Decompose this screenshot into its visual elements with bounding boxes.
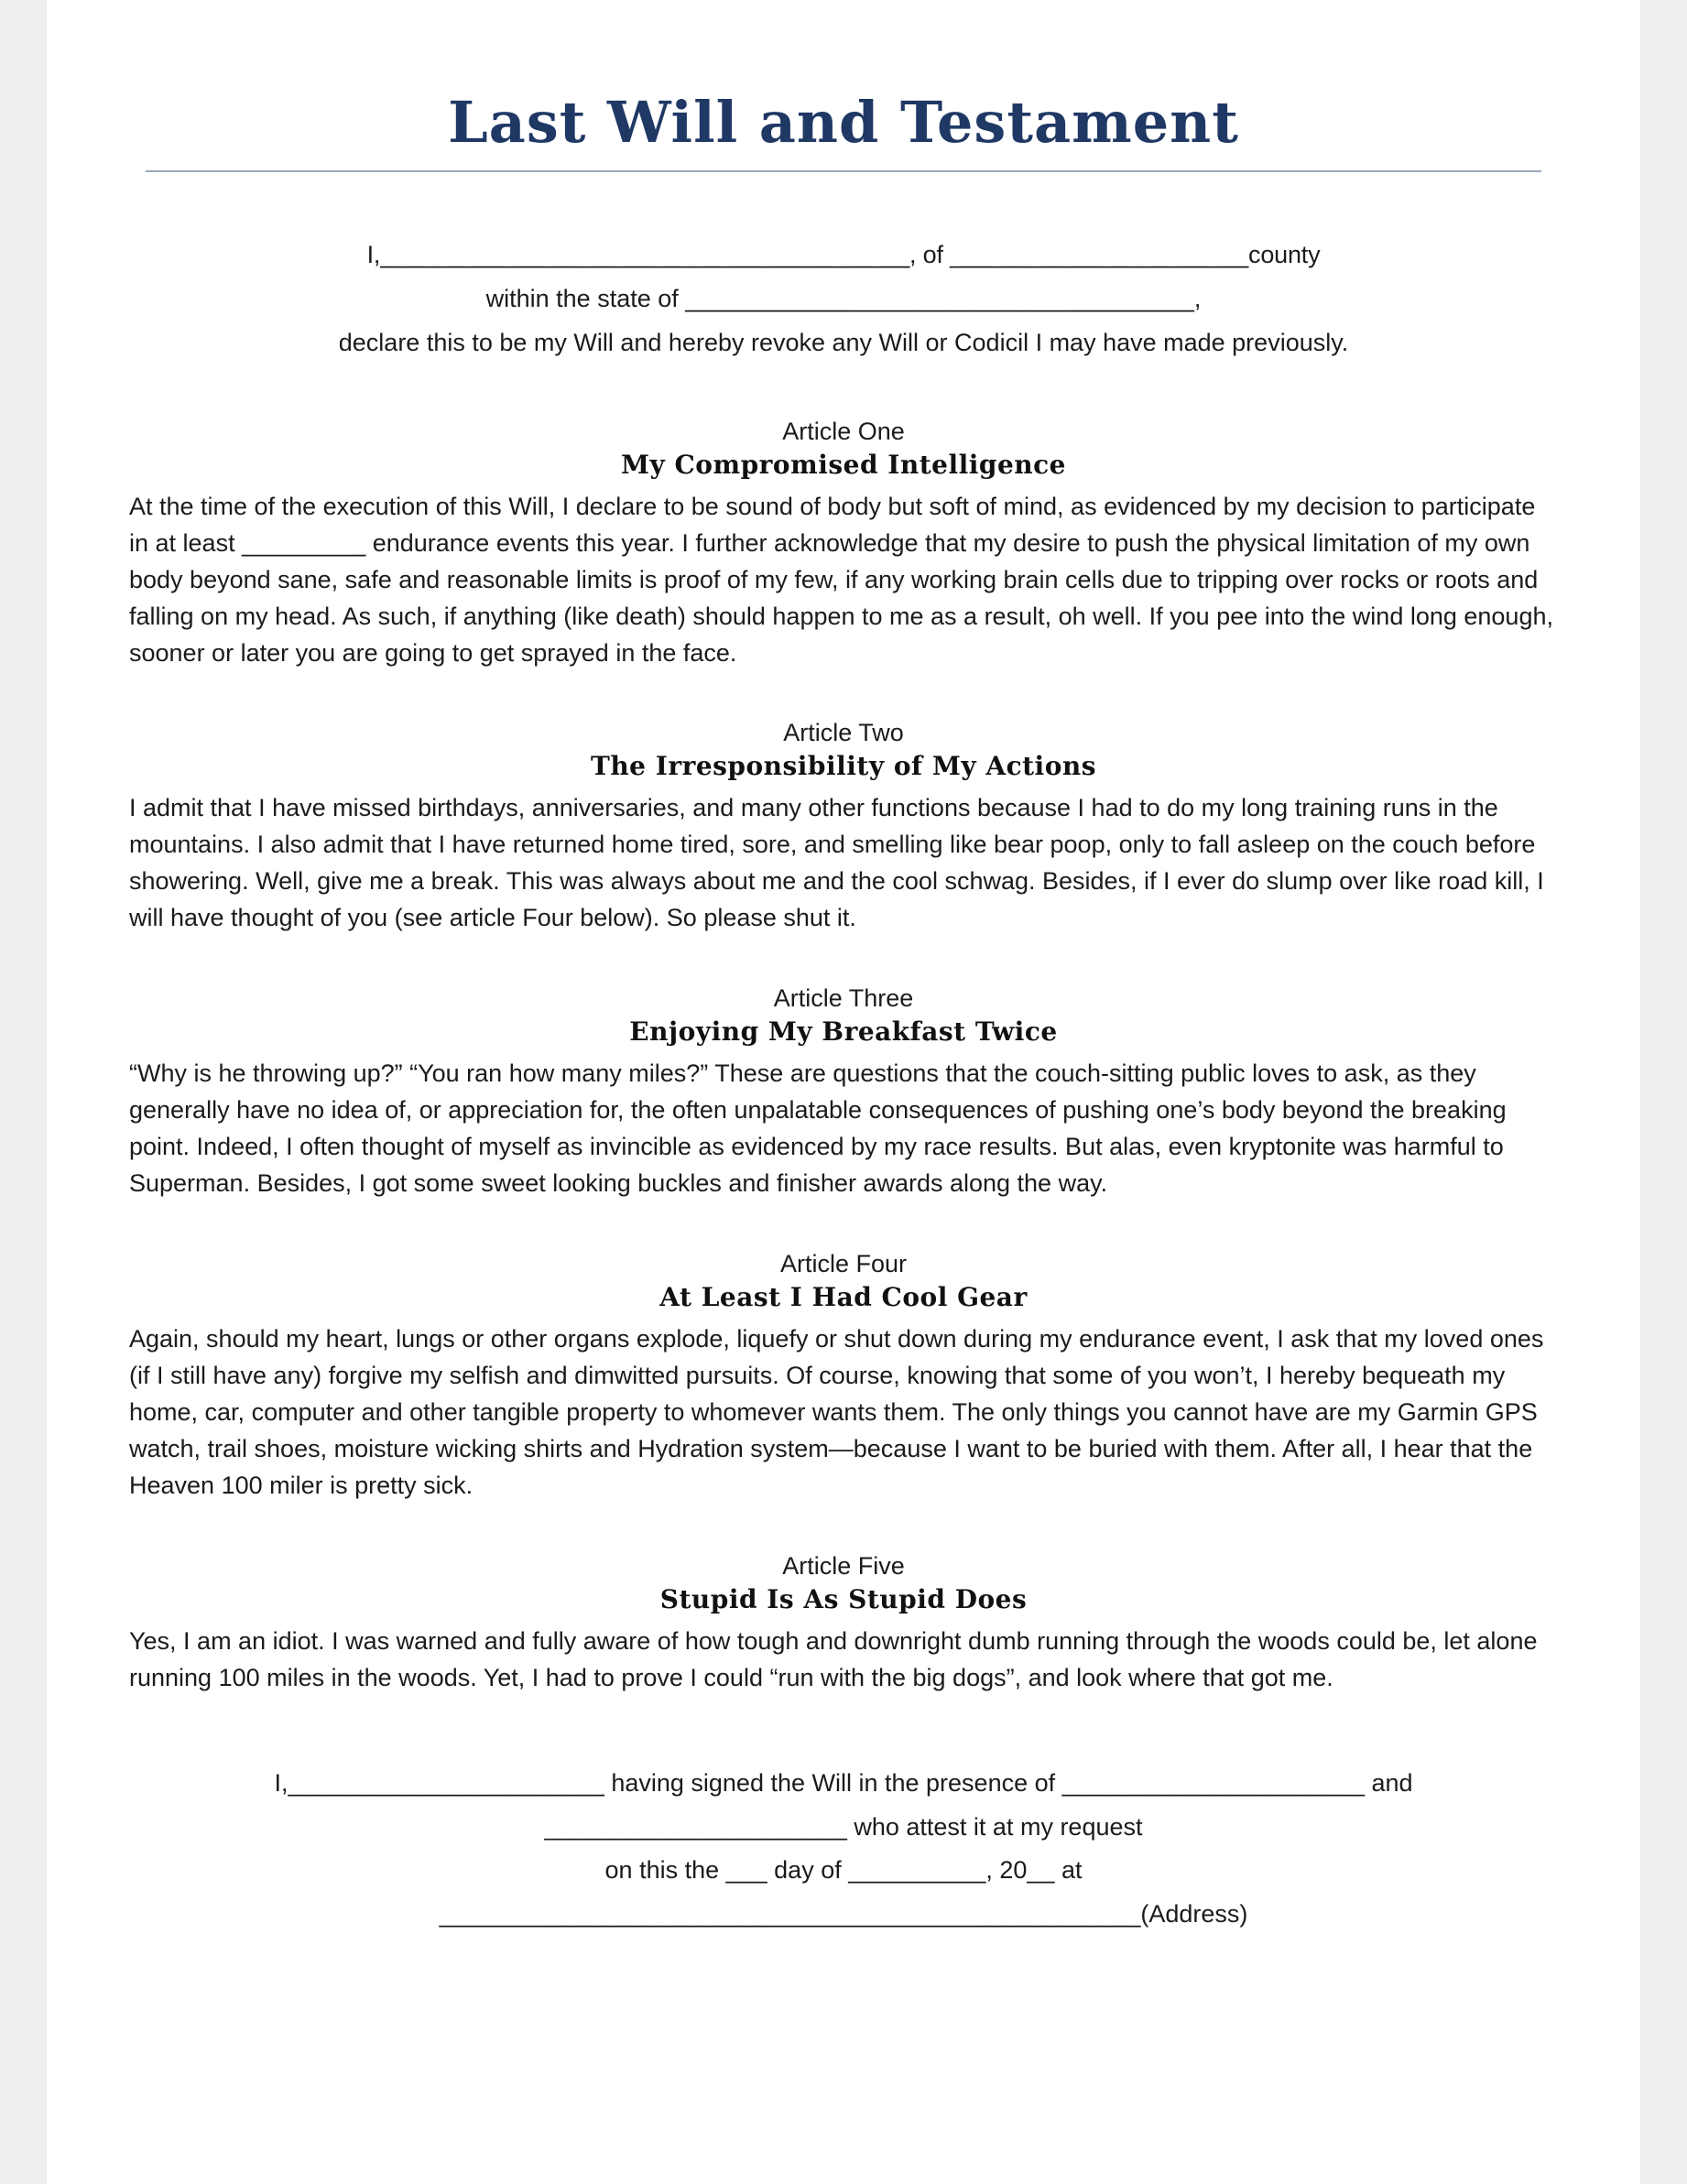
- article-two-body: I admit that I have missed birthdays, anniversaries, and many other functions because I had to do my long training runs in the mountains. I also admit that I have returned home tired, sore, and smelling like bear poop, only to fall asleep on the couch before showering. Well, give me a break. This was always about me and the cool schwag. Besides, if I ever do slump over like road kill, I will have thought of you (see article Four below). So please shut it.: [129, 794, 1544, 932]
- closing-line-signature: I,_______________________ having signed the Will in the presence of ______________________ and: [274, 1768, 1413, 1797]
- article-four: [129, 1250, 1558, 1505]
- article-one-heading: My Compromised Intelligence: [621, 449, 1066, 480]
- article-five: [129, 1552, 1558, 1697]
- article-three-heading: Enjoying My Breakfast Twice: [629, 1016, 1058, 1048]
- article-four-heading: At Least I Had Cool Gear: [659, 1282, 1028, 1313]
- closing-line-date: on this the ___ day of __________, 20__ at: [604, 1856, 1083, 1885]
- title-divider: [146, 170, 1541, 172]
- signature-block: [129, 1765, 1558, 1934]
- article-five-number: Article Five: [782, 1551, 905, 1580]
- article-one-body: At the time of the execution of this Will, I declare to be sound of body but soft of mind, as evidenced by my decision to participate in at least _________ endurance events this year. I further acknowledge that my desire to push the physical limitation of my own body beyond sane, safe and reasonable limits is proof of my few, if any working brain cells due to tripping over rocks or roots and falling on my head. As such, if anything (like death) should happen to me as a result, oh well. If you pee into the wind long enough, sooner or later you are going to get sprayed in the face.: [129, 492, 1553, 667]
- intro-line-declaration: declare this to be my Will and hereby revoke any Will or Codicil I may have made previously.: [338, 328, 1349, 356]
- article-two-number: Article Two: [783, 719, 904, 747]
- article-three: [129, 984, 1558, 1202]
- article-two-heading: The Irresponsibility of My Actions: [590, 751, 1096, 782]
- article-five-heading: Stupid Is As Stupid Does: [659, 1583, 1028, 1614]
- declaration-intro: [239, 236, 1448, 363]
- page-title: Last Will and Testament: [448, 89, 1239, 156]
- article-four-number: Article Four: [779, 1250, 908, 1278]
- article-three-body: “Why is he throwing up?” “You ran how many miles?” These are questions that the couch-sitting public loves to ask, as they generally have no idea of, or appreciation for, the often unpalatable consequences of pushing one’s body beyond the breaking point. Indeed, I often thought of myself as invincible as evidenced by my race results. But alas, even kryptonite was harmful to Superman. Besides, I got some sweet looking buckles and finisher awards along the way.: [129, 1059, 1507, 1198]
- article-three-number: Article Three: [773, 984, 914, 1013]
- article-two: [129, 719, 1558, 937]
- intro-line-state: within the state of _____________________________________,: [485, 285, 1202, 313]
- closing-line-witness: ______________________ who attest it at my request: [544, 1812, 1143, 1841]
- article-one: [129, 418, 1558, 672]
- article-one-number: Article One: [782, 417, 905, 445]
- article-four-body: Again, should my heart, lungs or other organs explode, liquefy or shut down during my endurance event, I ask that my loved ones (if I still have any) forgive my selfish and dimwitted pursuits. Of course, knowing that some of you won’t, I hereby bequeath my home, car, computer and other tangible property to whomever wants them. The only things you cannot have are my Garmin GPS watch, trail shoes, moisture wicking shirts and Hydration system—because I want to be buried with them. After all, I hear that the Heaven 100 miler is pretty sick.: [129, 1325, 1544, 1499]
- closing-line-address: ___________________________________________________(Address): [439, 1900, 1248, 1929]
- intro-line-name-county: I,_______________________________________, of ______________________county: [366, 241, 1321, 269]
- article-five-body: Yes, I am an idiot. I was warned and fully aware of how tough and downright dumb running through the woods could be, let alone running 100 miles in the woods. Yet, I had to prove I could “run with the big dogs”, and look where that got me.: [129, 1626, 1538, 1691]
- will-document-page: [47, 0, 1640, 2184]
